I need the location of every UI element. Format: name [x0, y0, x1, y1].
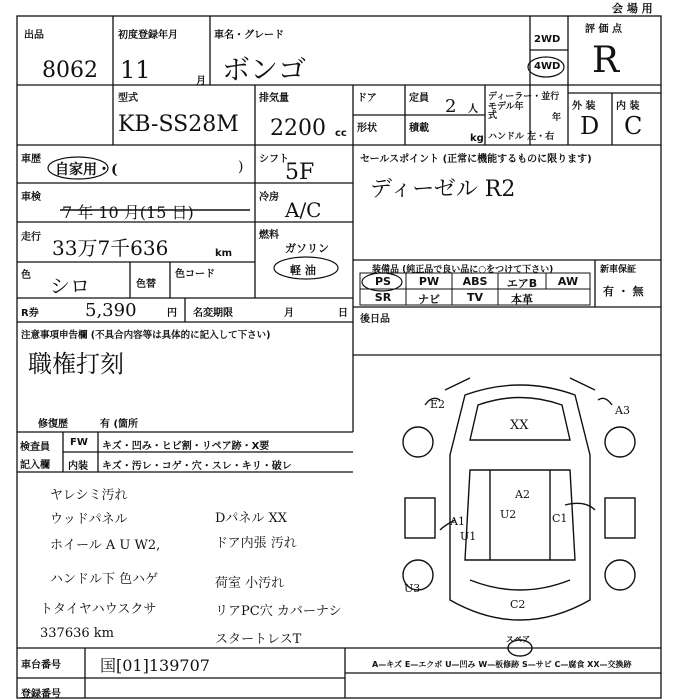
diagram-mark-e2: E2	[430, 398, 446, 411]
capacity-unit: 人	[468, 104, 478, 115]
int-items: キズ・汚レ・コゲ・穴・スレ・キリ・破レ	[102, 461, 292, 472]
venue-label: 会 場 用	[612, 2, 653, 15]
usage-label: 車歴	[21, 154, 41, 165]
usage-close: )	[238, 159, 244, 175]
int-label: 内装	[68, 461, 88, 472]
aftermarket-label: 後日品	[360, 314, 390, 325]
spare-label: スペア	[506, 635, 530, 644]
diagram-mark-u2: U2	[500, 508, 517, 521]
new-car-warranty-value: 有 ・ 無	[603, 285, 644, 298]
drive-4wd: 4WD	[534, 61, 561, 72]
model-label: 車名・グレード	[214, 30, 284, 41]
color-change-label: 色替	[136, 279, 156, 290]
fw-items: キズ・凹み・ヒビ割・リペア跡・X要	[102, 441, 270, 452]
name-change-day: 日	[338, 308, 348, 319]
name-change-month: 月	[284, 308, 294, 319]
drive-2wd: 2WD	[534, 34, 561, 45]
side-left	[405, 498, 435, 538]
notes-label: 注意事項申告欄 (不具合内容等は具体的に記入して下さい)	[21, 330, 271, 341]
load-label: 積載	[409, 123, 429, 134]
new-car-warranty-label: 新車保証	[600, 265, 637, 275]
inspector-note-4: ハンドル下 色ハゲ	[50, 572, 159, 587]
displacement-unit: cc	[335, 128, 347, 139]
recycle-value: 5,390	[85, 300, 137, 321]
inspector-note-9: 荷室 小汚れ	[215, 576, 285, 591]
inspector-entry-label: 記入欄	[20, 460, 50, 471]
color-code-label: 色コード	[175, 269, 215, 280]
plate-label: 車台番号	[21, 660, 61, 671]
fuel-gas: ガソリン	[285, 242, 329, 255]
exterior-label: 外 装	[572, 101, 596, 112]
equip-airbag: エアB	[506, 277, 538, 290]
wheel-front-right	[605, 427, 635, 457]
model-name: ボンゴ	[222, 53, 307, 86]
inspection-label: 車検	[21, 192, 41, 203]
repair-label: 修復歴	[38, 419, 68, 430]
inspector-note-2: ウッドパネル	[50, 512, 128, 527]
equip-ps: PS	[375, 275, 391, 288]
fw-label: FW	[70, 437, 88, 448]
diagram-mark-a1: A1	[450, 515, 465, 528]
equip-sr: SR	[374, 291, 392, 304]
equipment-label: 装備品 (純正品で良い品に○をつけて下さい)	[372, 265, 554, 275]
exterior-grade: D	[580, 112, 600, 140]
ac-label: 冷房	[259, 192, 279, 203]
type-label: 型式	[118, 93, 138, 104]
diagram-mark-a3: A3	[615, 404, 630, 417]
repair-value: 有 (箇所	[100, 419, 139, 430]
type-value: KB-SS28M	[118, 112, 239, 137]
damage-legend: A—キズ E—エクボ U—凹み W—板修跡 S—サビ C—腐食 XX—交換跡	[372, 660, 632, 669]
usage-value: 自家用・(	[55, 162, 118, 178]
inspector-note-6: 337636 km	[40, 626, 114, 641]
wheel-front-left	[403, 427, 433, 457]
door-label: ドア	[357, 93, 377, 104]
inspector-note-3: ホイール A U W2,	[50, 538, 161, 553]
inspector-note-7: Dパネル XX	[215, 511, 288, 526]
diagram-mark-c1: C1	[552, 512, 568, 525]
shape-label: 形状	[357, 123, 377, 134]
first-reg-year: 11	[120, 56, 151, 84]
side-right	[605, 498, 635, 538]
equip-tv: TV	[466, 291, 484, 304]
equip-leather: 本革	[511, 293, 533, 306]
lot-number: 8062	[42, 58, 98, 83]
diagram-mark-c2: C2	[510, 598, 526, 611]
equip-aw: AW	[557, 275, 579, 288]
recycle-unit: 円	[167, 308, 177, 319]
first-reg-month-unit: 月	[196, 76, 206, 87]
load-unit: kg	[470, 133, 484, 144]
model-year-label: モデル年式	[488, 102, 524, 121]
diagram-mark-a2: A2	[515, 488, 530, 501]
inspector-note-5: トタイヤハウスクサ	[40, 602, 157, 617]
mileage-value: 33万7千636	[52, 236, 169, 260]
diagram-mark-u1: U1	[460, 530, 477, 543]
first-reg-label: 初度登録年月	[118, 30, 178, 41]
color-label: 色	[21, 270, 31, 281]
shift-label: シフト	[259, 154, 289, 165]
inspector-note-11: スタートレスT	[215, 632, 302, 647]
equip-pw: PW	[418, 275, 440, 288]
notes-value: 職権打刻	[28, 350, 124, 378]
equip-navi: ナビ	[418, 293, 440, 306]
interior-label: 内 装	[616, 101, 640, 112]
score-value: R	[592, 40, 620, 81]
inspector-note-8: ドア内張 汚れ	[215, 536, 297, 551]
wheel-rear-right	[605, 560, 635, 590]
plate-value: 国[01]139707	[100, 656, 210, 675]
score-label: 評 価 点	[585, 24, 622, 35]
shift-value: 5F	[285, 160, 315, 185]
inspection-value: 7 年 10 月(15 日)	[62, 203, 194, 222]
fuel-label: 燃料	[259, 230, 279, 241]
lot-label: 出品	[24, 30, 44, 41]
sales-point-label: セールスポイント (正常に機能するものに限ります)	[360, 154, 592, 165]
color-value: シロ	[50, 274, 90, 298]
capacity-value: 2	[445, 96, 457, 117]
capacity-label: 定員	[409, 93, 429, 104]
inspector-note-10: リアPC穴 カバーナシ	[215, 604, 342, 619]
model-year-unit: 年	[552, 113, 562, 123]
mileage-unit: km	[215, 248, 233, 259]
displacement-value: 2200	[270, 116, 326, 141]
diagram-mark-u3: U3	[404, 582, 421, 595]
sales-point-value: ディーゼル R2	[370, 177, 516, 202]
diagram-mark-xx: XX	[510, 418, 529, 433]
inspector-note-1: ヤレシミ汚れ	[50, 488, 128, 503]
registration-label: 登録番号	[21, 689, 61, 700]
interior-grade: C	[624, 112, 643, 140]
recycle-label: R券	[21, 308, 39, 319]
displacement-label: 排気量	[259, 93, 289, 104]
ac-value: A/C	[285, 198, 322, 222]
dealer-label: ディーラー・並行	[488, 92, 560, 102]
inspector-label: 検査員	[20, 442, 50, 453]
fuel-diesel: 軽 油	[290, 264, 316, 277]
mileage-label: 走行	[21, 232, 41, 243]
equip-abs: ABS	[462, 275, 488, 288]
name-change-label: 名変期限	[193, 308, 233, 319]
handle-label: ハンドル 左・右	[488, 132, 555, 142]
